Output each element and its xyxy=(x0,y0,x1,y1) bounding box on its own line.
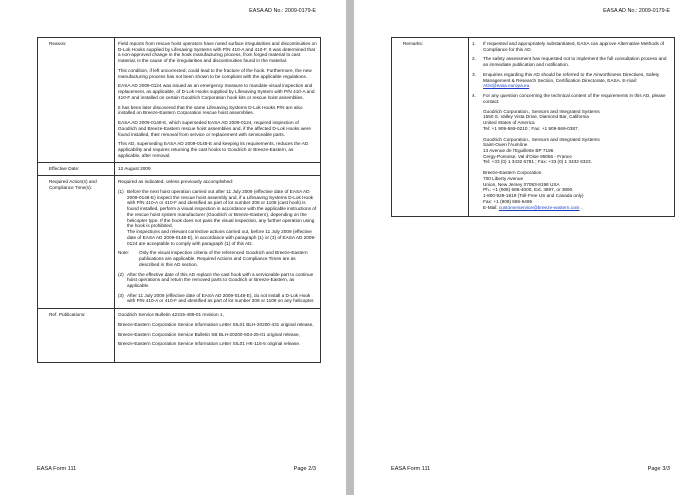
ref-publication: Goodrich Service Bulletin 42315-489-01 revision 1, xyxy=(118,312,224,318)
remark-text-end: . xyxy=(529,83,531,89)
effective-date-row xyxy=(38,163,321,176)
easa-email-link[interactable]: ADs@easa.europa.eu xyxy=(483,83,530,89)
ad-table-page-2 xyxy=(37,37,321,363)
remark-number: 2. xyxy=(472,56,476,62)
action-text: After the effective date of this AD replace the cast hook with a serviceable part to continue hoist operations and return the removed parts to Goodrich or Breeze-Eastern, as applicable. xyxy=(127,271,314,288)
contact-goodrich-usa xyxy=(483,109,671,132)
remark-text: The safety assessment has requested not to implement the full consultation process and an immediate publication and notification. xyxy=(483,56,667,68)
reason-content xyxy=(115,38,321,163)
email-label: E-Mail: xyxy=(483,204,499,210)
remark-number: 1. xyxy=(472,41,476,46)
reason-paragraph: EASA AD 2009-0148-E, which superseded EASA AD 2009-0124, required inspection of Goodrich and Breeze-Eastern rescue hoist assemblies and, if the affected D-Lok Hooks were found installed, their removal from service or replacement with serviceable parts. xyxy=(118,120,311,137)
required-actions-content xyxy=(115,176,321,309)
ref-publications-label: Ref. Publications: xyxy=(38,309,115,363)
ref-publications-row xyxy=(38,309,321,363)
note xyxy=(118,250,317,267)
remark-number: 4. xyxy=(472,93,476,99)
note-text: Only the visual inspection criteria of the referenced Goodrich and Breeze-Eastern publications are applicable. Required Actions and Compliance Times are as described in this AD section. xyxy=(139,250,308,267)
reason-row xyxy=(38,38,321,163)
ref-publication: Breeze-Eastern Corporation Service Information Letter SIL01 HK-116-5 original release. xyxy=(118,341,301,347)
footer-page-number: Page 3/3 xyxy=(647,466,670,472)
contact-line: Goodrich Corporation., Sensors and Integrated Systems xyxy=(483,136,600,142)
contact-line: Cergy-Pontoise, Val d'Oise 95056 - France xyxy=(483,153,572,159)
action-text-continued: The inspections and relevant corrective actions carried out, before 11 July 2009 (effective date of EASA AD 2009-0148-E), in accordance with paragraph (1) or (3) of EASA AD 2009-0124 are acceptable to comply with paragraph (1) of this AD. xyxy=(127,229,316,246)
contact-line: Tel: +1 909-569-0210 ; Fax: +1 909-569-0387. xyxy=(483,125,579,131)
page-header: EASA AD No.: 2009-0179-E xyxy=(249,8,316,14)
reason-paragraph: It has been later discovered that the same Lifesaving Systems D-Lok Hooks P/N are also installed on Breeze-Eastern Corporation rescue hoist assemblies. xyxy=(118,104,303,116)
actions-intro: Required as indicated, unless previously accomplished: xyxy=(118,179,234,185)
remark-text: Enquiries regarding this AD should be referred to the Airworthiness Directives, Safety Management & Research Section, Certification Directorate, EASA. E-mail: xyxy=(483,71,660,83)
action-text: After 11 July 2009 (effective date of EASA AD 2009-0148-E), do not install a D-Lok Hook with P/N 410-A or 410-F and identified as part of lot number 208 or 1108 on any helicopter. xyxy=(127,292,315,304)
remark-text: If requested and appropriately substantiated, EASA can approve Alternative Methods of Compliance for this AD. xyxy=(483,41,665,52)
ref-publication: Breeze-Eastern Corporation Service Bulletin SB BLH-20200-504-25-01 original release, xyxy=(118,331,300,337)
note-label: Note: xyxy=(118,250,130,256)
page-3 xyxy=(354,0,700,495)
action-item-3 xyxy=(118,293,317,304)
remarks-label: Remarks: xyxy=(392,38,469,217)
action-number: (2) xyxy=(118,271,124,277)
email-end: . xyxy=(579,204,583,210)
contact-line: Goodrich Corporation., Sensors and Integrated Systems xyxy=(483,108,600,114)
required-actions-label: Required Action(s) and Compliance Time(s): xyxy=(38,176,115,309)
action-text: Before the next hoist operation carried out after 11 July 2009 (effective date of EASA AD 2009-0148-E) inspect the rescue hoist assembly and, if a Lifesaving Systems D-Lok Hook with P/N 410-A or 410-F and identified as part of lot number 208 or 1108 (cast hook) is found installed, perform a visual inspection in accordance with the applicable instructions of the rescue hoist system manufacturer (Goodrich or Breeze-Eastern), depending on the helicopter type. If the hook does not pass the visual inspection, any further operation using the hook is prohibited. xyxy=(127,188,317,229)
ref-publication: Breeze-Eastern Corporation Service Information Letter SIL01 BLH-20200-431 original release, xyxy=(118,321,314,327)
effective-date-label: Effective Date: xyxy=(38,163,115,176)
footer-page-number: Page 2/3 xyxy=(293,466,316,472)
remark-1 xyxy=(472,41,671,52)
action-number: (3) xyxy=(118,292,124,298)
remarks-row xyxy=(392,38,675,217)
footer-form: EASA Form 111 xyxy=(37,466,77,472)
contact-line: Ph.: +1 (908) 686-4000, Ext. 3897, or 3890. xyxy=(483,187,574,193)
ad-table-page-3 xyxy=(391,37,675,217)
contact-line: Breeze-Eastern Corporation xyxy=(483,170,542,176)
remarks-content xyxy=(469,38,675,217)
footer-form: EASA Form 111 xyxy=(391,466,431,472)
reason-label: Reason: xyxy=(38,38,115,163)
contact-breeze-eastern xyxy=(483,170,671,210)
remark-2 xyxy=(472,56,671,67)
reason-paragraph: EASA AD 2009-0124 was issued as an emergency measure to mandate visual inspection and replacement, as applicable, of D-Lok Hooks supplied by Lifesaving System with P/N 410-A and 410-F and installed on certain Goodrich Corporation hook kits or rescue hoist assemblies. xyxy=(118,83,315,100)
effective-date-value: 12 August 2009 xyxy=(115,163,321,176)
remark-text: For any question concerning the technical content of the requirements in this AD, please contact: xyxy=(483,93,666,104)
remark-4 xyxy=(472,93,671,212)
contact-line: 1-800-929-1919 (Toll-Free US and Canada only) xyxy=(483,193,584,199)
action-item-1 xyxy=(118,189,317,246)
action-number: (1) xyxy=(118,188,124,194)
contact-line: United States of America xyxy=(483,120,535,126)
reason-paragraph: Field reports from rescue hoist operators have noted surface irregularities and discontinuities on D-Lok Hooks supplied by Lifesaving Systems with P/N 410-A and 410-F. It was determined that a non-approved change in the hook manufacturing process, from forged material to cast material, is the cause of the irregularities and discontinuities found in the material. xyxy=(118,41,317,64)
page-header: EASA AD No.: 2009-0179-E xyxy=(603,8,670,14)
reason-paragraph: This condition, if left uncorrected, could lead to the fracture of the hook. Furthermore, the new manufacturing process has not been shown to be compliant with the applicable regulations. xyxy=(118,67,312,79)
contact-line: 1550 S. Valley Vista Drive, Diamond Bar, California xyxy=(483,114,589,120)
ref-publications-content xyxy=(115,309,321,363)
contact-goodrich-france xyxy=(483,137,671,166)
breeze-eastern-email-link[interactable]: customerservice@breeze-eastern.com xyxy=(498,204,580,210)
contact-line: 13 Avenue de l'Eguillette BP 7186 xyxy=(483,148,554,154)
contact-line: Saint-Ouen l'Aumône xyxy=(483,142,528,148)
required-actions-row xyxy=(38,176,321,309)
contact-line: Tel: +33 (0) 1 3432 6781 ; Fax: +33 (0) 1 3432 6323. xyxy=(483,159,592,165)
action-item-2 xyxy=(118,272,317,289)
remark-number: 3. xyxy=(472,71,476,77)
remark-3 xyxy=(472,72,671,89)
contact-line: Fax: +1 (908) 686-6495 xyxy=(483,198,533,204)
reason-paragraph: This AD, superseding EASA AD 2009-0148-E and keeping its requirements, reduces the AD applicability and requires returning the cast hooks to Goodrich or Breeze-Eastern, as applicable, after removal. xyxy=(118,141,309,158)
contact-line: 700 Liberty Avenue xyxy=(483,175,524,181)
contact-line: Union, New Jersey 07083-8198 USA xyxy=(483,181,560,187)
page-2 xyxy=(0,0,346,495)
